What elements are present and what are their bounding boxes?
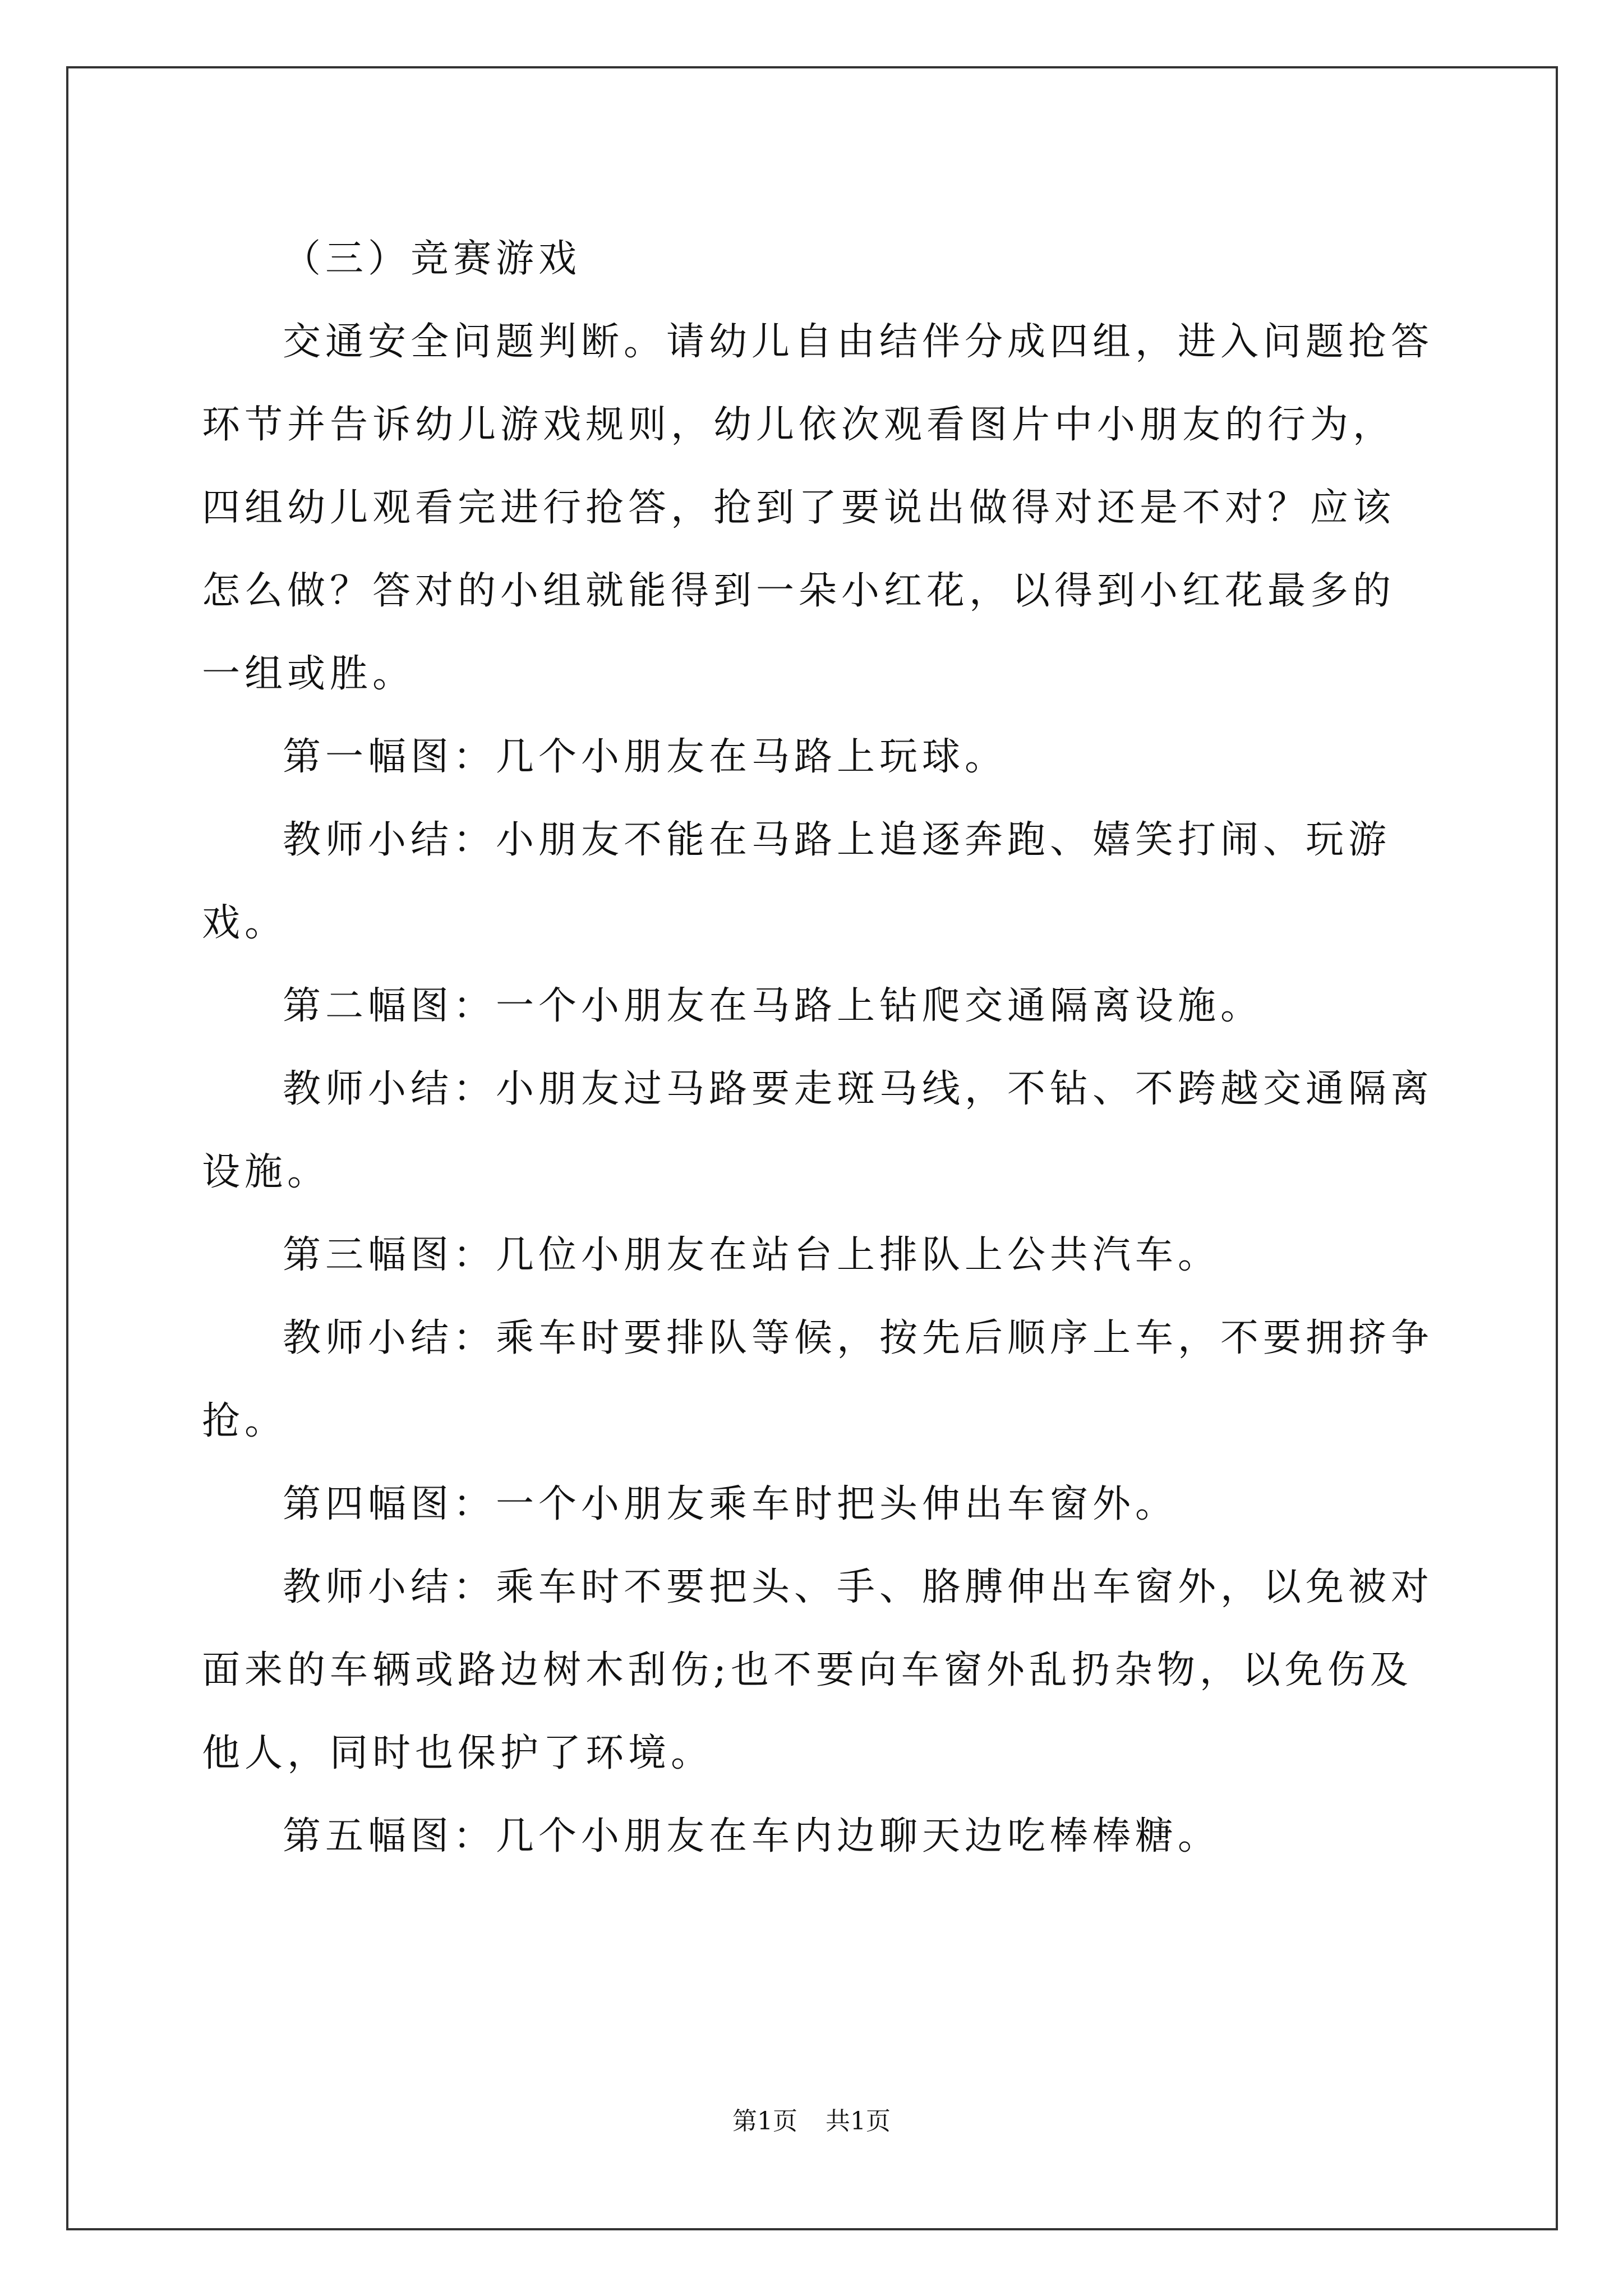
paragraph-picture-1: 第一幅图：几个小朋友在马路上玩球。 [283,735,1008,779]
paragraph-intro: 交通安全问题判断。请幼儿自由结伴分成四组，进入问题抢答环节并告诉幼儿游戏规则，幼儿依次观看图片中小朋友的行为，四组幼儿观看完进行抢答，抢到了要说出做得对还是不对？应该怎么做？答对的小组就能得到一朵小红花，以得到小红花最多的一组或胜。 [202,320,1434,696]
section-heading: （三）竞赛游戏 [283,237,582,281]
paragraph-summary-1: 教师小结：小朋友不能在马路上追逐奔跑、嬉笑打闹、玩游戏。 [202,818,1391,945]
paragraph-picture-3: 第三幅图：几位小朋友在站台上排队上公共汽车。 [283,1233,1221,1277]
paragraph-picture-4: 第四幅图：一个小朋友乘车时把头伸出车窗外。 [283,1482,1178,1526]
paragraph-summary-2: 教师小结：小朋友过马路要走斑马线，不钻、不跨越交通隔离设施。 [202,1067,1434,1194]
page-number: 第1页 [732,2107,797,2136]
page-total: 共1页 [826,2107,891,2136]
document-body [202,218,1436,1878]
paragraph-picture-5: 第五幅图：几个小朋友在车内边聊天边吃棒棒糖。 [283,1814,1221,1858]
paragraph-summary-3: 教师小结：乘车时要排队等候，按先后顺序上车，不要拥挤争抢。 [202,1316,1434,1443]
paragraph-picture-2: 第二幅图：一个小朋友在马路上钻爬交通隔离设施。 [283,984,1264,1028]
page-footer [0,2101,1623,2137]
paragraph-summary-4: 教师小结：乘车时不要把头、手、胳膊伸出车窗外，以免被对面来的车辆或路边树木刮伤;也不要向车窗外乱扔杂物，以免伤及他人，同时也保护了环境。 [202,1565,1434,1775]
